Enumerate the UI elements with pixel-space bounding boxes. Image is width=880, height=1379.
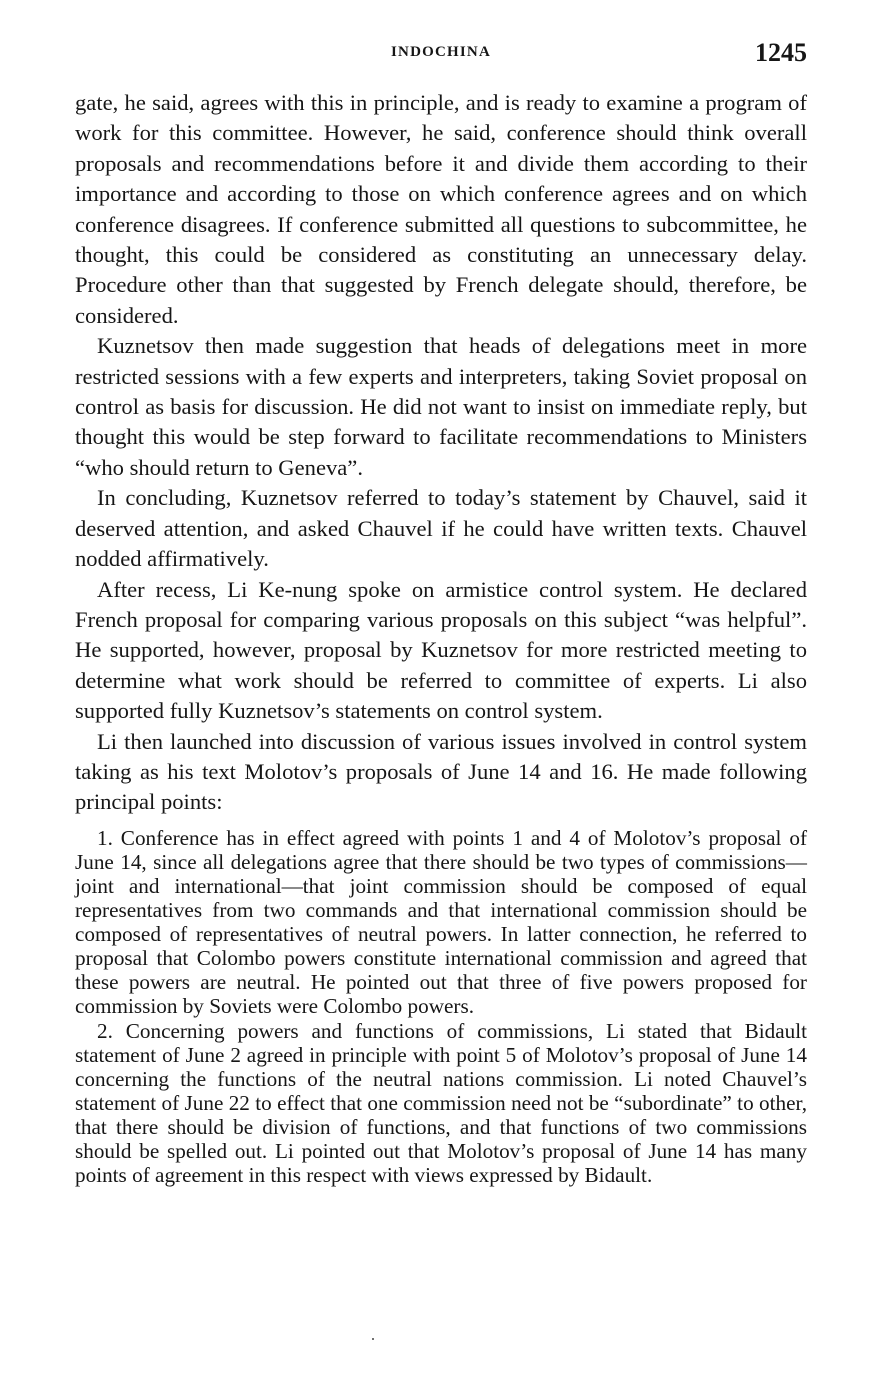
body-text	[75, 88, 807, 1187]
page-header	[75, 38, 807, 74]
paragraph-kuznetsov-suggestion: Kuznetsov then made suggestion that heads of delegations meet in more restricted sessions with a few experts and interpreters, taking Soviet proposal on control as basis for discussion. He did not want to insist on immediate reply, but thought this would be step forward to facilitate recommendations to Ministers “who should return to Geneva”.	[75, 333, 807, 480]
document-page	[75, 38, 807, 1187]
paragraph-continuation: gate, he said, agrees with this in principle, and is ready to examine a program of work for this committee. However, he said, conference should think overall proposals and recommendations before it and divide them according to their importance and according to those on which conference agrees and on which conference disagrees. If conference submitted all questions to subcommittee, he thought, this could be considered as constituting an unnecessary delay. Procedure other than that suggested by French delegate should, therefore, be considered.	[75, 90, 807, 328]
paragraph-li-recess: After recess, Li Ke-nung spoke on armistice control system. He declared French proposal for comparing various proposals on this subject “was helpful”. He supported, however, proposal by Kuznetsov for more restricted meeting to determine what work should be referred to committee of experts. Li also supported fully Kuznetsov’s statements on control system.	[75, 576, 807, 724]
paragraph-li-discussion: Li then launched into discussion of various issues involved in control system taking as his text Molotov’s proposals of June 14 and 16. He made following principal points:	[75, 728, 807, 815]
stray-ink-dot	[372, 1338, 374, 1340]
page-number: 1245	[755, 38, 807, 67]
numbered-point-1: 1. Conference has in effect agreed with points 1 and 4 of Molotov’s proposal of June 14, since all delegations agree that there should be two types of commissions—joint and international—that joint commission should be composed of equal representatives from two commands and that international commission should be composed of representatives of neutral powers. In latter connection, he referred to proposal that Colombo powers constitute international commission and agreed that these powers are neutral. He pointed out that three of five powers proposed for commission by Soviets were Colombo powers.	[75, 825, 807, 1019]
numbered-point-2: 2. Concerning powers and functions of commissions, Li stated that Bidault statement of June 2 agreed in principle with point 5 of Molotov’s proposal of June 14 concerning the functions of the neutral nations commission. Li noted Chauvel’s statement of June 22 to effect that one commission need not be “subordinate” to other, that there should be division of functions, and that functions of two commissions should be spelled out. Li pointed out that Molotov’s proposal of June 14 has many points of agreement in this respect with views expressed by Bidault.	[75, 1018, 807, 1188]
paragraph-kuznetsov-concluding: In concluding, Kuznetsov referred to today’s statement by Chauvel, said it deserved attention, and asked Chauvel if he could have written texts. Chauvel nodded affirmatively.	[75, 485, 807, 572]
numbered-points	[75, 826, 807, 1187]
running-head: INDOCHINA	[391, 44, 491, 60]
